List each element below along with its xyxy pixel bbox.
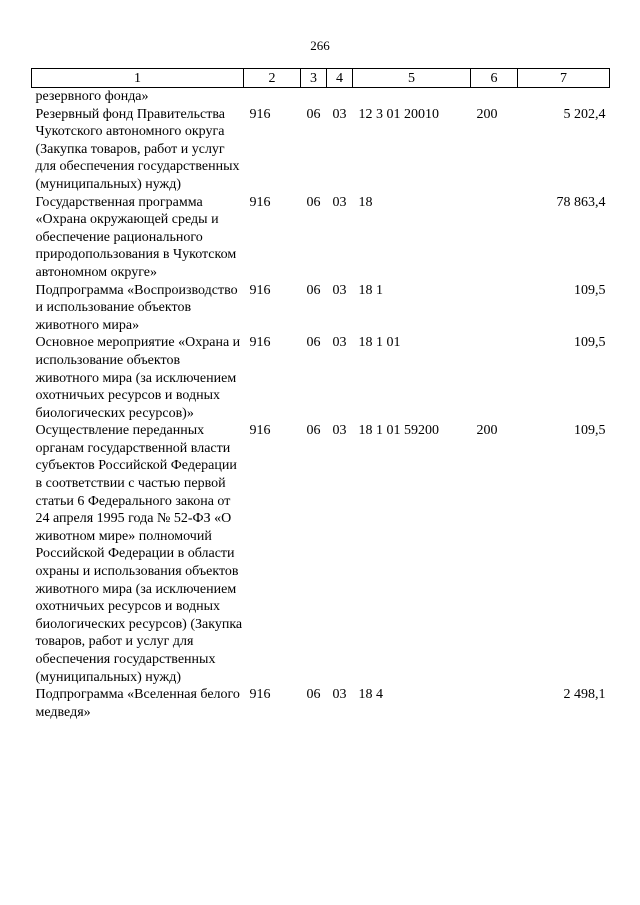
row-section: 06 [306,687,321,703]
table-row [32,686,610,721]
row-subsection [327,88,353,106]
row-expense-type [471,88,518,106]
header-col-7: 7 [518,69,610,88]
header-col-5: 5 [353,69,471,88]
table-row [32,88,610,106]
row-target-article: 18 1 [358,282,383,298]
row-name: Осуществление переданных органам государственной власти субъектов Российской Федерации в соответствии с частью первой статьи 6 Федерального закона от 24 апреля 1995 года № 52-ФЗ «О животном мире» полномочий Российской Федерации в области охраны и использования объектов животного мира (за исключением охотничьих ресурсов и водных биологических ресурсов) (Закупка товаров, работ и услуг для обеспечения государственных (муниципальных) нужд) [35,423,243,685]
header-col-4: 4 [327,69,353,88]
row-name: Государственная программа «Охрана окружающей среды и обеспечение рационального природопользования в Чукотском автономном округе» [35,194,237,280]
row-target-article: 18 1 01 59200 [358,423,439,439]
table-row [32,282,610,335]
row-section: 06 [306,282,321,298]
row-name: Подпрограмма «Вселенная белого медведя» [35,687,240,720]
row-name: Основное мероприятие «Охрана и использование объектов животного мира (за исключением охотничьих ресурсов и водных биологических ресурсов)» [35,335,241,421]
row-subsection: 03 [332,687,347,703]
row-code: 916 [249,194,271,210]
row-section: 06 [306,106,321,122]
row-subsection: 03 [332,194,347,210]
row-expense-type [471,282,518,335]
row-subsection: 03 [332,335,347,351]
row-amount [518,88,610,106]
row-expense-type [471,194,518,282]
table-body [32,88,610,722]
table-row [32,422,610,686]
header-row [32,69,610,88]
header-col-3: 3 [301,69,327,88]
row-section: 06 [306,335,321,351]
row-target-article [353,88,471,106]
row-section: 06 [306,194,321,210]
row-subsection: 03 [332,423,347,439]
page-number: 266 [310,38,330,53]
header-col-2: 2 [244,69,301,88]
row-amount: 109,5 [574,423,606,439]
row-name: Резервный фонд Правительства Чукотского автономного округа (Закупка товаров, работ и услуг для обеспечения государственных (муниципальных) нужд) [35,106,240,192]
row-amount: 2 498,1 [563,687,606,703]
row-expense-type [471,686,518,721]
header-col-1: 1 [32,69,244,88]
row-name: Подпрограмма «Воспроизводство и использование объектов животного мира» [35,282,238,333]
header-col-6: 6 [471,69,518,88]
row-code: 916 [249,106,271,122]
row-code: 916 [249,335,271,351]
row-amount: 5 202,4 [563,106,606,122]
row-amount: 109,5 [574,282,606,298]
table-header [32,69,610,88]
row-expense-type: 200 [476,106,498,122]
row-code [244,88,301,106]
row-code: 916 [249,282,271,298]
row-subsection: 03 [332,106,347,122]
row-target-article: 12 3 01 20010 [358,106,439,122]
row-amount: 109,5 [574,335,606,351]
row-section [301,88,327,106]
budget-table [31,68,610,721]
row-subsection: 03 [332,282,347,298]
table-row [32,106,610,194]
row-expense-type [471,334,518,422]
row-code: 916 [249,687,271,703]
row-section: 06 [306,423,321,439]
row-code: 916 [249,423,271,439]
row-target-article: 18 1 01 [358,335,401,351]
row-amount: 78 863,4 [556,194,606,210]
row-target-article: 18 4 [358,687,383,703]
row-target-article: 18 [358,194,373,210]
table-row [32,194,610,282]
row-expense-type: 200 [476,423,498,439]
row-name: резервного фонда» [35,89,149,104]
table-row [32,334,610,422]
